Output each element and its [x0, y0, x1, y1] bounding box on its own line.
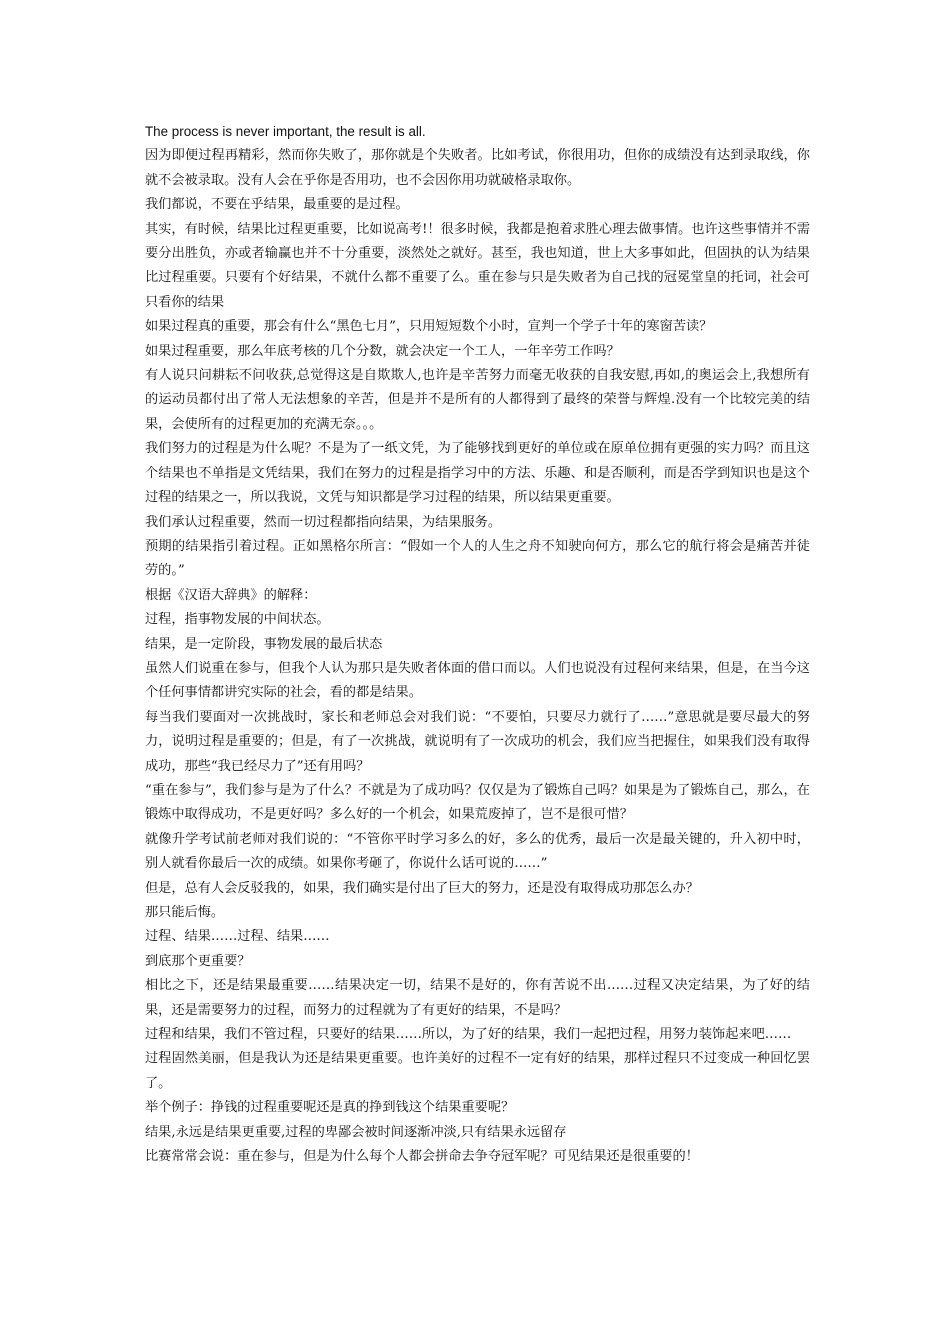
paragraph-14: 每当我们要面对一次挑战时，家长和老师总会对我们说：“不要怕，只要尽力就行了……”意思就是要尽最大的努力，说明过程是重要的；但是，有了一次挑战，就说明有了一次成功的机会，我们应当把握住，如果我们没有取得成功，那些“我已经尽力了”还有用吗？: [145, 709, 810, 774]
paragraph-9: 预期的结果指引着过程。正如黑格尔所言：“假如一个人的人生之舟不知驶向何方，那么它的航行将会是痛苦并徒劳的。”: [145, 538, 810, 579]
document-body: [145, 120, 810, 1169]
paragraph-16: 就像升学考试前老师对我们说的：“不管你平时学习多么的好，多么的优秀，最后一次是最关键的，升入初中时，别人就看你最后一次的成绩。如果你考砸了，你说什么话可说的……”: [145, 831, 810, 872]
paragraph-1: 因为即便过程再精彩，然而你失败了，那你就是个失败者。比如考试，你很用功，但你的成绩没有达到录取线，你就不会被录取。没有人会在乎你是否用功，也不会因你用功就破格录取你。: [145, 148, 810, 188]
paragraph-10: 根据《汉语大辞典》的解释：: [145, 587, 317, 603]
paragraph-11: 过程，指事物发展的中间状态。: [145, 612, 330, 628]
paragraph-6: 有人说只问耕耘不问收获,总觉得这是自欺欺人,也许是辛苦努力而毫无收获的自我安慰,再如,的奥运会上,我想所有的运动员都付出了常人无法想象的辛苦，但是并不是所有的人都得到了最终的荣誉与辉煌.没有一个比较完美的结果，会使所有的过程更加的充满无奈。。。: [145, 368, 810, 432]
paragraph-5: 如果过程重要，那么年底考核的几个分数，就会决定一个工人，一年辛劳工作吗？: [145, 343, 620, 359]
paragraph-15: “重在参与”，我们参与是为了什么？不就是为了成功吗？仅仅是为了锻炼自己吗？如果是为了锻炼自己，那么，在锻炼中取得成功，不是更好吗？多么好的一个机会，如果荒废掉了，岂不是很可惜？: [145, 782, 810, 823]
paragraph-17: 但是，总有人会反驳我的，如果，我们确实是付出了巨大的努力，还是没有取得成功那怎么办？: [145, 880, 699, 896]
paragraph-7: 我们努力的过程是为什么呢？不是为了一纸文凭，为了能够找到更好的单位或在原单位拥有更强的实力吗？而且这个结果也不单指是文凭结果，我们在努力的过程是指学习中的方法、乐趣、和是否顺利，而是否学到知识也是这个过程的结果之一，所以我说，文凭与知识都是学习过程的结果，所以结果更重要。: [145, 441, 810, 506]
paragraph-21: 相比之下，还是结果最重要……结果决定一切，结果不是好的，你有苦说不出……过程又决定结果，为了好的结果，还是需要努力的过程，而努力的过程就为了有更好的结果，不是吗？: [145, 978, 810, 1018]
paragraph-23: 过程固然美丽，但是我认为还是结果更重要。也许美好的过程不一定有好的结果，那样过程只不过变成一种回忆罢了。: [145, 1051, 810, 1091]
paragraph-4: 如果过程真的重要，那会有什么“黑色七月”，只用短短数个小时，宣判一个学子十年的寒窗苦读？: [145, 319, 713, 335]
paragraph-22: 过程和结果，我们不管过程，只要好的结果……所以，为了好的结果，我们一起把过程，用努力装饰起来吧……: [145, 1027, 792, 1043]
paragraph-13: 虽然人们说重在参与，但我个人认为那只是失败者体面的借口而以。人们也说没有过程何来结果，但是，在当今这个任何事情都讲究实际的社会，看的都是结果。: [145, 660, 810, 701]
paragraph-25: 结果,永远是结果更重要,过程的卑鄙会被时间逐渐冲淡,只有结果永远留存: [145, 1124, 567, 1140]
paragraph-0: The process is never important, the result is all.: [145, 124, 426, 139]
paragraph-2: 我们都说，不要在乎结果，最重要的是过程。: [145, 197, 409, 213]
paragraph-12: 结果，是一定阶段，事物发展的最后状态: [145, 636, 383, 652]
paragraph-20: 到底那个更重要？: [145, 953, 251, 969]
paragraph-19: 过程、结果……过程、结果……: [145, 929, 330, 945]
paragraph-3: 其实，有时候，结果比过程更重要，比如说高考!！很多时候，我都是抱着求胜心理去做事情。也许这些事情并不需要分出胜负，亦或者输赢也并不十分重要，淡然处之就好。甚至，我也知道，世上大多事如此，但固执的认为结果比过程重要。只要有个好结果，不就什么都不重要了么。重在参与只是失败者为自己找的冠冕堂皇的托词，社会可只看你的结果: [145, 221, 810, 310]
paragraph-26: 比赛常常会说：重在参与，但是为什么每个人都会拼命去争夺冠军呢？可见结果还是很重要的！: [145, 1149, 699, 1165]
paragraph-8: 我们承认过程重要，然而一切过程都指向结果，为结果服务。: [145, 514, 502, 530]
paragraph-24: 举个例子：挣钱的过程重要呢还是真的挣到钱这个结果重要呢？: [145, 1100, 515, 1116]
paragraph-18: 那只能后悔。: [145, 905, 225, 920]
